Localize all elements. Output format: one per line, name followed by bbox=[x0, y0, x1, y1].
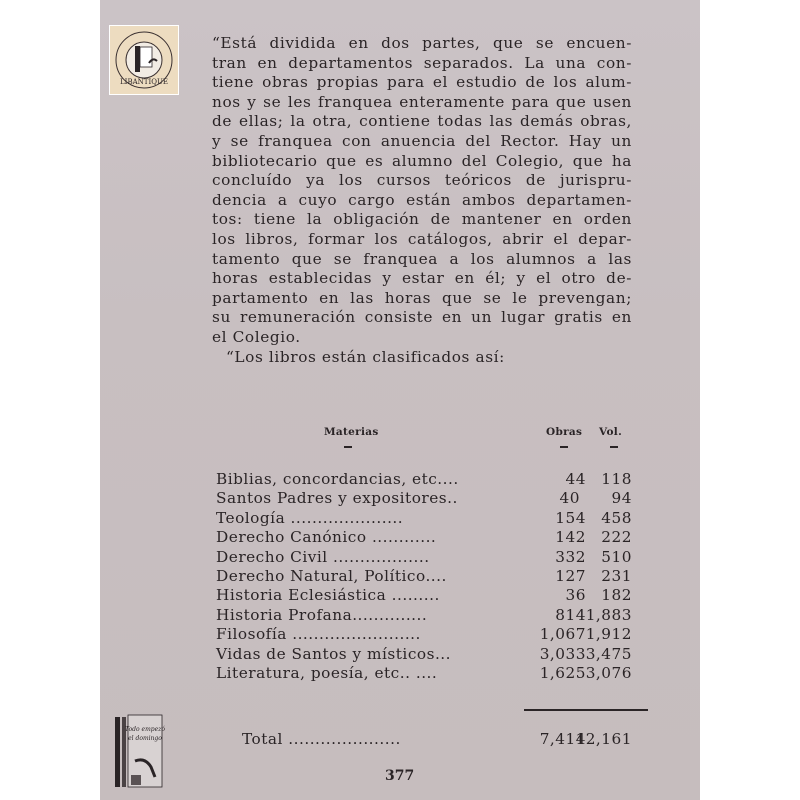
table-row bbox=[216, 664, 636, 683]
text-line: de ellas; la otra, contiene todas las demás obras, bbox=[212, 112, 632, 131]
cell-vol: 3,076 bbox=[585, 663, 632, 682]
table-row bbox=[216, 606, 636, 625]
cell-materia: Filosofía ........................ bbox=[216, 625, 421, 644]
page-number: 377 bbox=[385, 768, 415, 784]
header-materias: Materias bbox=[324, 426, 379, 438]
body-text bbox=[212, 34, 632, 367]
text-line: partamento en las horas que se le prevengan; bbox=[212, 288, 632, 307]
total-row bbox=[216, 730, 636, 750]
book-classification-table bbox=[216, 424, 636, 748]
text-line: el Colegio. bbox=[212, 327, 301, 346]
table-header bbox=[216, 424, 636, 454]
cell-obras: 44 bbox=[565, 470, 586, 488]
cell-vol: 1,912 bbox=[585, 625, 632, 644]
svg-text:el domingo: el domingo bbox=[128, 735, 162, 742]
text-line: tran en departamentos separados. La una con- bbox=[212, 53, 632, 72]
total-vol: 12,161 bbox=[575, 730, 632, 748]
total-label: Total ..................... bbox=[242, 730, 401, 748]
text-line: “Está dividida en dos partes, que se encuen- bbox=[212, 34, 632, 52]
cell-obras: 154 bbox=[555, 508, 586, 527]
text-line: tamento que se franquea a los alumnos a las bbox=[212, 249, 632, 268]
table-row bbox=[216, 509, 636, 528]
cell-vol: 222 bbox=[601, 528, 632, 547]
table-row bbox=[216, 489, 636, 508]
cell-materia: Santos Padres y expositores.. bbox=[216, 489, 458, 508]
text-line: los libros, formar los catálogos, abrir el depar- bbox=[212, 229, 632, 248]
cell-obras: 814 bbox=[555, 605, 586, 624]
total-rule bbox=[524, 709, 648, 711]
text-line: concluído ya los cursos teóricos de jurispru- bbox=[212, 171, 632, 190]
cell-obras: 36 bbox=[565, 586, 586, 605]
book-cover-icon bbox=[113, 713, 168, 790]
cell-obras: 3,033 bbox=[539, 644, 586, 663]
header-obras: Obras bbox=[546, 426, 583, 438]
total-obras: 7,414 bbox=[539, 730, 586, 748]
cell-materia: Vidas de Santos y místicos... bbox=[216, 644, 452, 663]
table-row bbox=[216, 528, 636, 547]
table-row bbox=[216, 548, 636, 567]
header-dash bbox=[344, 446, 352, 448]
header-dash bbox=[610, 446, 618, 448]
text-line: nos y se les franquea enteramente para que usen bbox=[212, 92, 632, 111]
librantique-logo-top bbox=[109, 25, 179, 95]
text-line: tiene obras propias para el estudio de los alum- bbox=[212, 73, 632, 92]
table-row bbox=[216, 567, 636, 586]
text-line: horas establecidas y estar en él; y el otro de- bbox=[212, 269, 632, 288]
cell-materia: Derecho Canónico ............ bbox=[216, 528, 437, 547]
cell-materia: Historia Eclesiástica ......... bbox=[216, 586, 440, 605]
text-line: bibliotecario que es alumno del Colegio, que ha bbox=[212, 151, 632, 170]
header-vol: Vol. bbox=[599, 426, 623, 438]
cell-obras: 332 bbox=[555, 547, 586, 566]
text-line: dencia a cuyo cargo están ambos departamen- bbox=[212, 190, 632, 209]
cell-vol: 94 bbox=[611, 489, 632, 508]
svg-text:Todo empezó: Todo empezó bbox=[125, 726, 165, 733]
table-row bbox=[216, 586, 636, 605]
cell-vol: 510 bbox=[601, 547, 632, 566]
book-cover-watermark bbox=[113, 713, 168, 790]
seal-icon bbox=[113, 29, 175, 91]
cell-obras: 1,067 bbox=[539, 625, 586, 644]
text-line: su remuneración consiste en un lugar gratis en bbox=[212, 308, 632, 327]
cell-materia: Biblias, concordancias, etc.... bbox=[216, 470, 459, 488]
svg-text:LIBANTIQUE: LIBANTIQUE bbox=[120, 78, 168, 86]
table-body bbox=[216, 470, 636, 683]
cell-materia: Historia Profana.............. bbox=[216, 605, 428, 624]
text-line: y se franquea con anuencia del Rector. Hay un bbox=[212, 131, 632, 150]
cell-obras: 127 bbox=[555, 566, 586, 585]
cell-obras: 40 bbox=[559, 489, 580, 508]
table-intro: “Los libros están clasificados así: bbox=[226, 347, 505, 366]
cell-materia: Derecho Natural, Político.... bbox=[216, 566, 447, 585]
cell-obras: 142 bbox=[555, 528, 586, 547]
cell-vol: 3,475 bbox=[585, 644, 632, 663]
cell-vol: 231 bbox=[601, 566, 632, 585]
cell-materia: Derecho Civil .................. bbox=[216, 547, 430, 566]
cell-obras: 1,625 bbox=[539, 663, 586, 682]
cell-vol: 182 bbox=[601, 586, 632, 605]
cell-materia: Literatura, poesía, etc.. .... bbox=[216, 663, 438, 682]
cell-materia: Teología ..................... bbox=[216, 508, 404, 527]
table-row bbox=[216, 625, 636, 644]
header-dash bbox=[560, 446, 568, 448]
table-row bbox=[216, 645, 636, 664]
text-line: tos: tiene la obligación de mantener en orden bbox=[212, 210, 632, 229]
cell-vol: 118 bbox=[601, 470, 632, 488]
table-row bbox=[216, 470, 636, 489]
cell-vol: 458 bbox=[601, 508, 632, 527]
cell-vol: 1,883 bbox=[585, 605, 632, 624]
